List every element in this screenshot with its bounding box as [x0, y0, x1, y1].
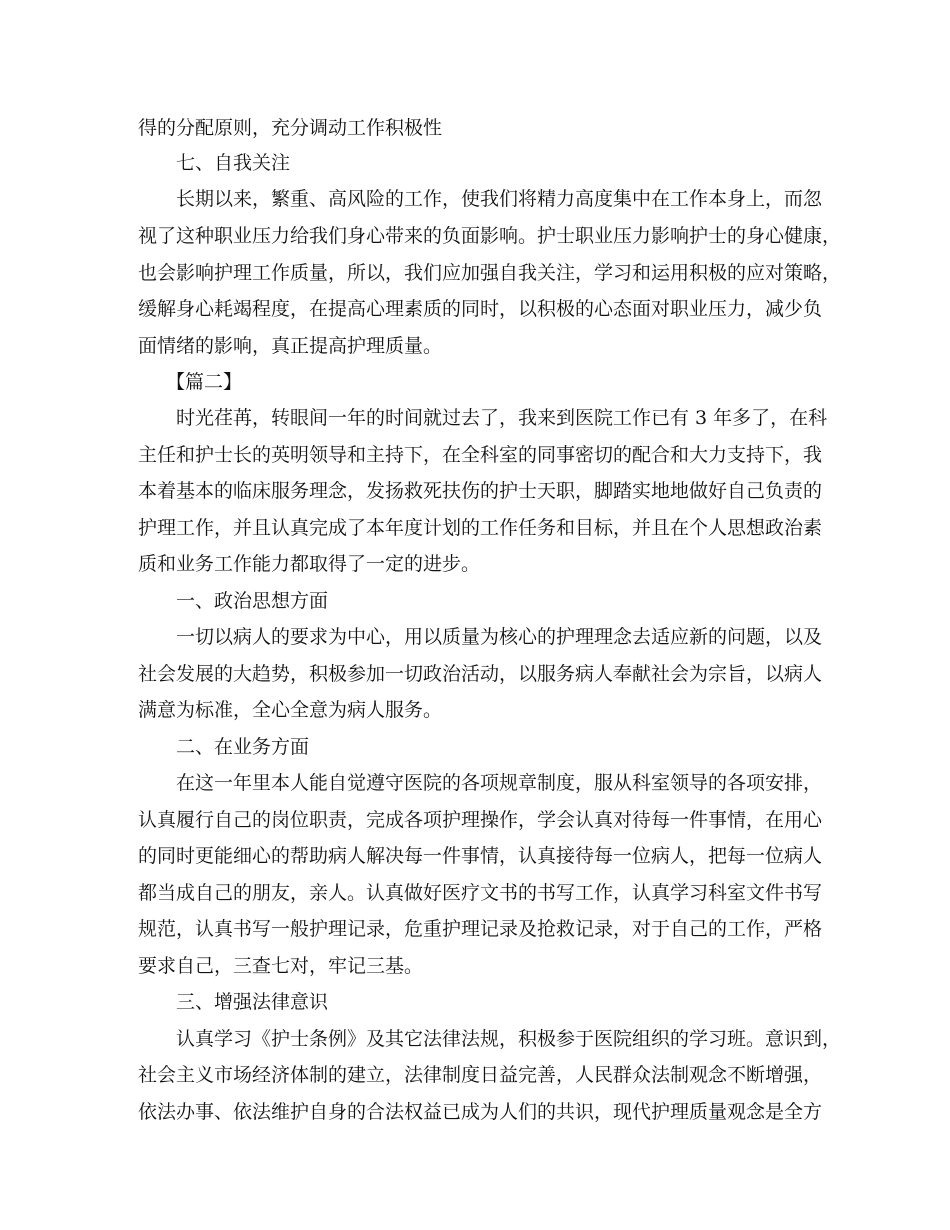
paragraph-line: 得的分配原则，充分调动工作积极性 [138, 117, 443, 139]
section-heading-politics: 一、政治思想方面 [176, 590, 329, 612]
paragraph-line: 一切以病人的要求为中心，用以质量为核心的护理理念去适应新的问题，以及 [176, 626, 823, 648]
paragraph-line: 社会发展的大趋势，积极参加一切政治活动，以服务病人奉献社会为宗旨，以病人 [138, 663, 823, 685]
paragraph-line: 缓解身心耗竭程度，在提高心理素质的同时，以积极的心态面对职业压力，减少负 [138, 298, 823, 320]
paragraph-line: 在这一年里本人能自觉遵守医院的各项规章制度，服从科室领导的各项安排， [176, 772, 823, 794]
paragraph-line: 依法办事、依法维护自身的合法权益已成为人们的共识，现代护理质量观念是全方 [138, 1101, 823, 1123]
paragraph-line: 长期以来，繁重、高风险的工作，使我们将精力高度集中在工作本身上，而忽 [176, 188, 823, 210]
paragraph-line: 护理工作，并且认真完成了本年度计划的工作任务和目标，并且在个人思想政治素 [138, 517, 823, 539]
paragraph-line: 质和业务工作能力都取得了一定的进步。 [138, 553, 481, 575]
paragraph-line: 都当成自己的朋友，亲人。认真做好医疗文书的书写工作，认真学习科室文件书写 [138, 882, 823, 904]
paragraph-line: 面情绪的影响，真正提高护理质量。 [138, 335, 443, 357]
paragraph-line: 要求自己，三查七对，牢记三基。 [138, 955, 424, 977]
paragraph-line: 的同时更能细心的帮助病人解决每一件事情，认真接待每一位病人，把每一位病人 [138, 845, 823, 867]
paragraph-line: 社会主义市场经济体制的建立，法律制度日益完善，人民群众法制观念不断增强， [138, 1064, 823, 1086]
paragraph-line: 认真履行自己的岗位职责，完成各项护理操作，学会认真对待每一件事情，在用心 [138, 809, 823, 831]
paragraph-line: 时光荏苒，转眼间一年的时间就过去了，我来到医院工作已有 3 年多了，在科 [176, 407, 828, 429]
paragraph-line: 本着基本的临床服务理念，发扬救死扶伤的护士天职，脚踏实地地做好自己负责的 [138, 480, 823, 502]
paragraph-line: 满意为标准，全心全意为病人服务。 [138, 699, 443, 721]
section-heading-law: 三、增强法律意识 [176, 991, 329, 1013]
paragraph-line: 视了这种职业压力给我们身心带来的负面影响。护士职业压力影响护士的身心健康， [138, 225, 842, 247]
section-heading-self-care: 七、自我关注 [176, 152, 291, 174]
paragraph-line: 主任和护士长的英明领导和主持下，在全科室的同事密切的配合和大力支持下，我 [138, 444, 823, 466]
part-heading: 【篇二】 [166, 371, 243, 393]
paragraph-line: 认真学习《护士条例》及其它法律法规，积极参于医院组织的学习班。意识到， [176, 1028, 842, 1050]
paragraph-line: 规范，认真书写一般护理记录，危重护理记录及抢救记录，对于自己的工作，严格 [138, 918, 823, 940]
section-heading-business: 二、在业务方面 [176, 736, 310, 758]
paragraph-line: 也会影响护理工作质量，所以，我们应加强自我关注，学习和运用积极的应对策略， [138, 262, 842, 284]
